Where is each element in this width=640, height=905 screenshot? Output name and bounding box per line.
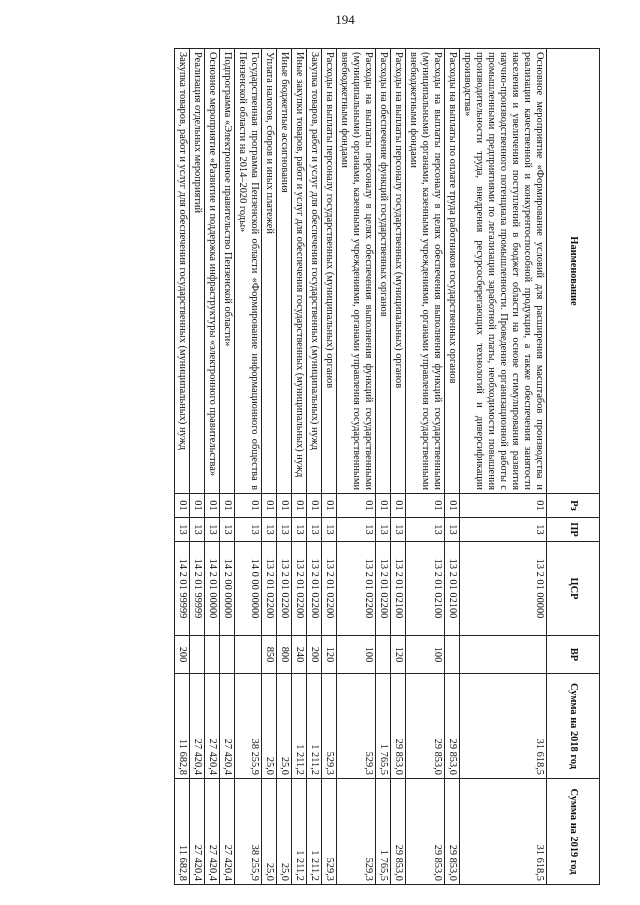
header-sum-2019: Сумма на 2019 год [547, 779, 600, 885]
cell-csr: 13 2 01 02200 [307, 542, 322, 636]
cell-name: Реализация отдельных мероприятий [190, 49, 205, 494]
table-row [190, 49, 205, 885]
cell-pr: 13 [262, 518, 277, 542]
cell-rz: 01 [220, 494, 235, 518]
cell-sum-2019: 27 420,4 [190, 779, 205, 885]
cell-sum-2018: 25,0 [277, 674, 292, 779]
cell-sum-2018: 38 255,9 [235, 674, 262, 779]
cell-pr: 13 [190, 518, 205, 542]
header-pr: ПР [547, 518, 600, 542]
cell-name: Расходы на выплаты персоналу в целях обеспечения выполнения функций государственными (муниципальными) органами, казенными учреждениями, органами управления государственными внебюджетными фондами [406, 49, 445, 494]
cell-sum-2018: 29 853,0 [445, 674, 460, 779]
cell-sum-2019: 529,3 [337, 779, 376, 885]
cell-rz: 01 [205, 494, 220, 518]
cell-pr: 13 [460, 518, 547, 542]
cell-sum-2019: 11 682,8 [175, 779, 190, 885]
cell-rz: 01 [376, 494, 391, 518]
header-sum-2018: Сумма на 2018 год [547, 674, 600, 779]
cell-sum-2018: 31 618,5 [460, 674, 547, 779]
cell-csr: 13 2 01 02200 [322, 542, 337, 636]
cell-name: Расходы на выплаты персоналу государственных (муниципальных) органов [391, 49, 406, 494]
cell-csr: 13 2 01 00000 [460, 542, 547, 636]
cell-name: Закупка товаров, работ и услуг для обеспечения государственных (муниципальных) нужд [175, 49, 190, 494]
table-header-row [547, 49, 600, 885]
cell-vr [220, 636, 235, 674]
cell-rz: 01 [406, 494, 445, 518]
cell-sum-2018: 29 853,0 [391, 674, 406, 779]
cell-pr: 13 [277, 518, 292, 542]
cell-sum-2019: 1 211,2 [292, 779, 307, 885]
header-vr: ВР [547, 636, 600, 674]
cell-csr: 13 2 01 02200 [292, 542, 307, 636]
cell-csr: 13 2 01 02200 [262, 542, 277, 636]
cell-vr: 100 [337, 636, 376, 674]
header-csr: ЦСР [547, 542, 600, 636]
table-row [460, 49, 547, 885]
budget-table [174, 48, 600, 885]
table-row [220, 49, 235, 885]
table-row [406, 49, 445, 885]
cell-sum-2018: 27 420,4 [205, 674, 220, 779]
table-row [322, 49, 337, 885]
cell-name: Уплата налогов, сборов и иных платежей [262, 49, 277, 494]
header-name: Наименование [547, 49, 600, 494]
table-row [175, 49, 190, 885]
cell-rz: 01 [460, 494, 547, 518]
cell-sum-2019: 29 853,0 [406, 779, 445, 885]
cell-vr: 120 [322, 636, 337, 674]
cell-pr: 13 [406, 518, 445, 542]
cell-sum-2018: 1 211,2 [292, 674, 307, 779]
cell-csr: 13 2 01 02200 [277, 542, 292, 636]
cell-pr: 13 [220, 518, 235, 542]
cell-name: Иные бюджетные ассигнования [277, 49, 292, 494]
cell-rz: 01 [277, 494, 292, 518]
cell-vr: 100 [406, 636, 445, 674]
cell-rz: 01 [391, 494, 406, 518]
cell-csr: 14 2 01 99999 [190, 542, 205, 636]
cell-pr: 13 [376, 518, 391, 542]
cell-name: Расходы на выплаты по оплате труда работников государственных органов [445, 49, 460, 494]
cell-csr: 14 2 00 00000 [220, 542, 235, 636]
cell-csr: 14 0 00 00000 [235, 542, 262, 636]
cell-vr [190, 636, 205, 674]
cell-sum-2018: 1 765,5 [376, 674, 391, 779]
cell-sum-2018: 529,3 [322, 674, 337, 779]
cell-name: Основное мероприятие «Формирование условий для расширения масштабов производства и реализации качественной и конкурентоспособной продукции, а также обеспечения занятости населения и увеличения поступлений в бюджет области на основе стимулирования развития научно-производственного потенциала промышленности. Проведение организационной работы с промышленными предприятиями по легализации заработной платы, необходимости повышения производительности труда, внедрения ресурсосберегающих технологий и диверсификации производства» [460, 49, 547, 494]
cell-vr: 120 [391, 636, 406, 674]
cell-name: Расходы на выплаты персоналу в целях обеспечения выполнения функций государственными (муниципальными) органами, казенными учреждениями, органами управления государственными внебюджетными фондами [337, 49, 376, 494]
cell-vr [445, 636, 460, 674]
cell-vr [376, 636, 391, 674]
cell-name: Расходы на выплаты персоналу государственных (муниципальных) органов [322, 49, 337, 494]
table-row [376, 49, 391, 885]
cell-name: Основное мероприятие «Развитие и поддержка инфраструктуры «электронного правительства» [205, 49, 220, 494]
cell-pr: 13 [391, 518, 406, 542]
cell-pr: 13 [205, 518, 220, 542]
page-number: 194 [335, 12, 355, 27]
header-rz: Рз [547, 494, 600, 518]
cell-rz: 01 [445, 494, 460, 518]
cell-vr [235, 636, 262, 674]
table-row [337, 49, 376, 885]
cell-rz: 01 [307, 494, 322, 518]
cell-csr: 14 2 01 00000 [205, 542, 220, 636]
cell-name: Иные закупки товаров, работ и услуг для обеспечения государственных (муниципальных) нужд [292, 49, 307, 494]
cell-rz: 01 [235, 494, 262, 518]
cell-vr: 800 [277, 636, 292, 674]
table-body [175, 49, 547, 885]
cell-sum-2019: 31 618,5 [460, 779, 547, 885]
cell-sum-2019: 1 765,5 [376, 779, 391, 885]
cell-rz: 01 [262, 494, 277, 518]
cell-name: Закупка товаров, работ и услуг для обеспечения государственных (муниципальных) нужд [307, 49, 322, 494]
table-row [235, 49, 262, 885]
cell-sum-2019: 29 853,0 [391, 779, 406, 885]
cell-rz: 01 [337, 494, 376, 518]
table-row [307, 49, 322, 885]
cell-rz: 01 [292, 494, 307, 518]
cell-sum-2019: 25,0 [277, 779, 292, 885]
table-row [445, 49, 460, 885]
cell-sum-2019: 38 255,9 [235, 779, 262, 885]
table-row [292, 49, 307, 885]
cell-sum-2019: 27 420,4 [205, 779, 220, 885]
cell-vr: 200 [307, 636, 322, 674]
cell-vr [460, 636, 547, 674]
cell-sum-2019: 29 853,0 [445, 779, 460, 885]
cell-vr: 200 [175, 636, 190, 674]
cell-csr: 13 2 01 02200 [376, 542, 391, 636]
cell-rz: 01 [322, 494, 337, 518]
cell-sum-2019: 27 420,4 [220, 779, 235, 885]
cell-pr: 13 [235, 518, 262, 542]
cell-csr: 13 2 01 02100 [391, 542, 406, 636]
cell-vr: 240 [292, 636, 307, 674]
cell-sum-2018: 11 682,8 [175, 674, 190, 779]
table-row [277, 49, 292, 885]
cell-pr: 13 [445, 518, 460, 542]
cell-pr: 13 [322, 518, 337, 542]
cell-csr: 14 2 01 99999 [175, 542, 190, 636]
cell-name: Расходы на обеспечение функций государственных органов [376, 49, 391, 494]
cell-sum-2019: 1 211,2 [307, 779, 322, 885]
cell-vr: 850 [262, 636, 277, 674]
cell-pr: 13 [292, 518, 307, 542]
table-row [205, 49, 220, 885]
table-row [262, 49, 277, 885]
table-row [391, 49, 406, 885]
cell-sum-2018: 27 420,4 [190, 674, 205, 779]
cell-csr: 13 2 01 02200 [337, 542, 376, 636]
cell-sum-2019: 529,3 [322, 779, 337, 885]
cell-sum-2018: 29 853,0 [406, 674, 445, 779]
cell-sum-2018: 529,3 [337, 674, 376, 779]
cell-csr: 13 2 01 02100 [406, 542, 445, 636]
cell-rz: 01 [175, 494, 190, 518]
cell-rz: 01 [190, 494, 205, 518]
cell-pr: 13 [175, 518, 190, 542]
cell-pr: 13 [337, 518, 376, 542]
cell-sum-2018: 25,0 [262, 674, 277, 779]
cell-csr: 13 2 01 02100 [445, 542, 460, 636]
cell-pr: 13 [307, 518, 322, 542]
cell-sum-2018: 27 420,4 [220, 674, 235, 779]
rotated-table-container [95, 48, 600, 884]
cell-vr [205, 636, 220, 674]
cell-name: Государственная программа Пензенской области «Формирование информационного общества в Пензенской области на 2014–2020 годы» [235, 49, 262, 494]
cell-sum-2018: 1 211,2 [307, 674, 322, 779]
cell-name: Подпрограмма «Электронное правительство Пензенской области» [220, 49, 235, 494]
cell-sum-2019: 25,0 [262, 779, 277, 885]
